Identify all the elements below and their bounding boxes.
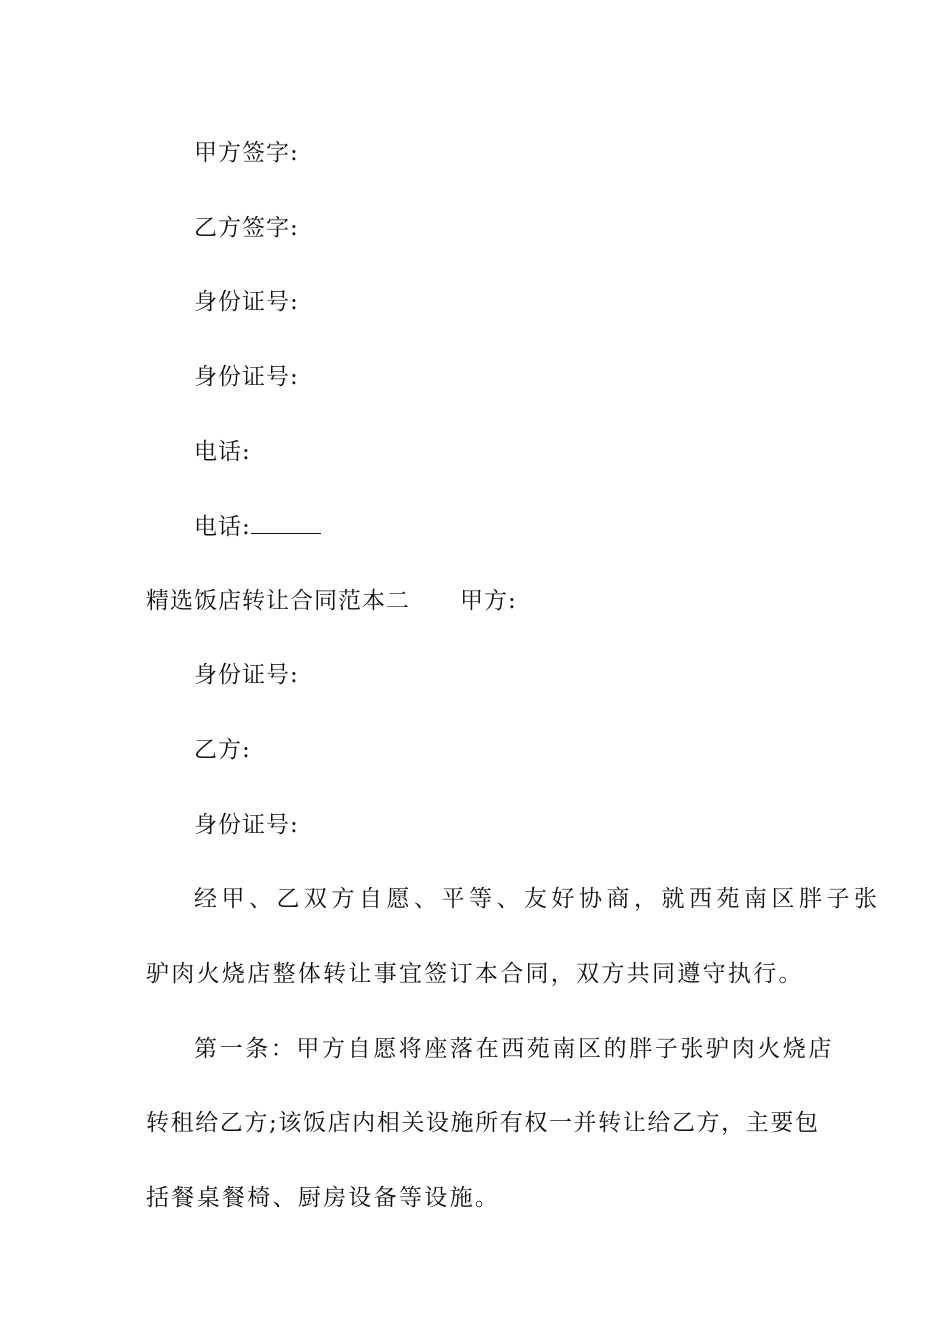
id-number-label: 身份证号: [194,662,299,688]
party-a-signature-label: 甲方签字: [194,140,299,166]
phone-line [194,511,321,542]
phone-label: 电话: [194,439,251,465]
article-paragraph-line: 第一条：甲方自愿将座落在西苑南区的胖子张驴肉火烧店 [194,1036,834,1062]
article-paragraph-line: 括餐桌餐椅、厨房设备等设施。 [146,1185,501,1211]
id-number-label: 身份证号: [194,289,299,315]
party-a-label: 甲方: [460,588,517,614]
id-number-label: 身份证号: [194,364,299,390]
party-b-label: 乙方: [194,737,251,763]
phone-blank-underline [251,511,321,534]
id-number-label: 身份证号: [194,812,299,838]
phone-label: 电话: [194,514,251,540]
article-paragraph-line: 转租给乙方;该饭店内相关设施所有权一并转让给乙方，主要包 [146,1110,820,1136]
intro-paragraph-line: 驴肉火烧店整体转让事宜签订本合同，双方共同遵守执行。 [146,961,804,987]
section-title: 精选饭店转让合同范本二 [146,588,410,614]
section-title-line [146,586,517,616]
intro-paragraph-line: 经甲、乙双方自愿、平等、友好协商，就西苑南区胖子张 [194,886,882,912]
party-b-signature-label: 乙方签字: [194,215,299,241]
